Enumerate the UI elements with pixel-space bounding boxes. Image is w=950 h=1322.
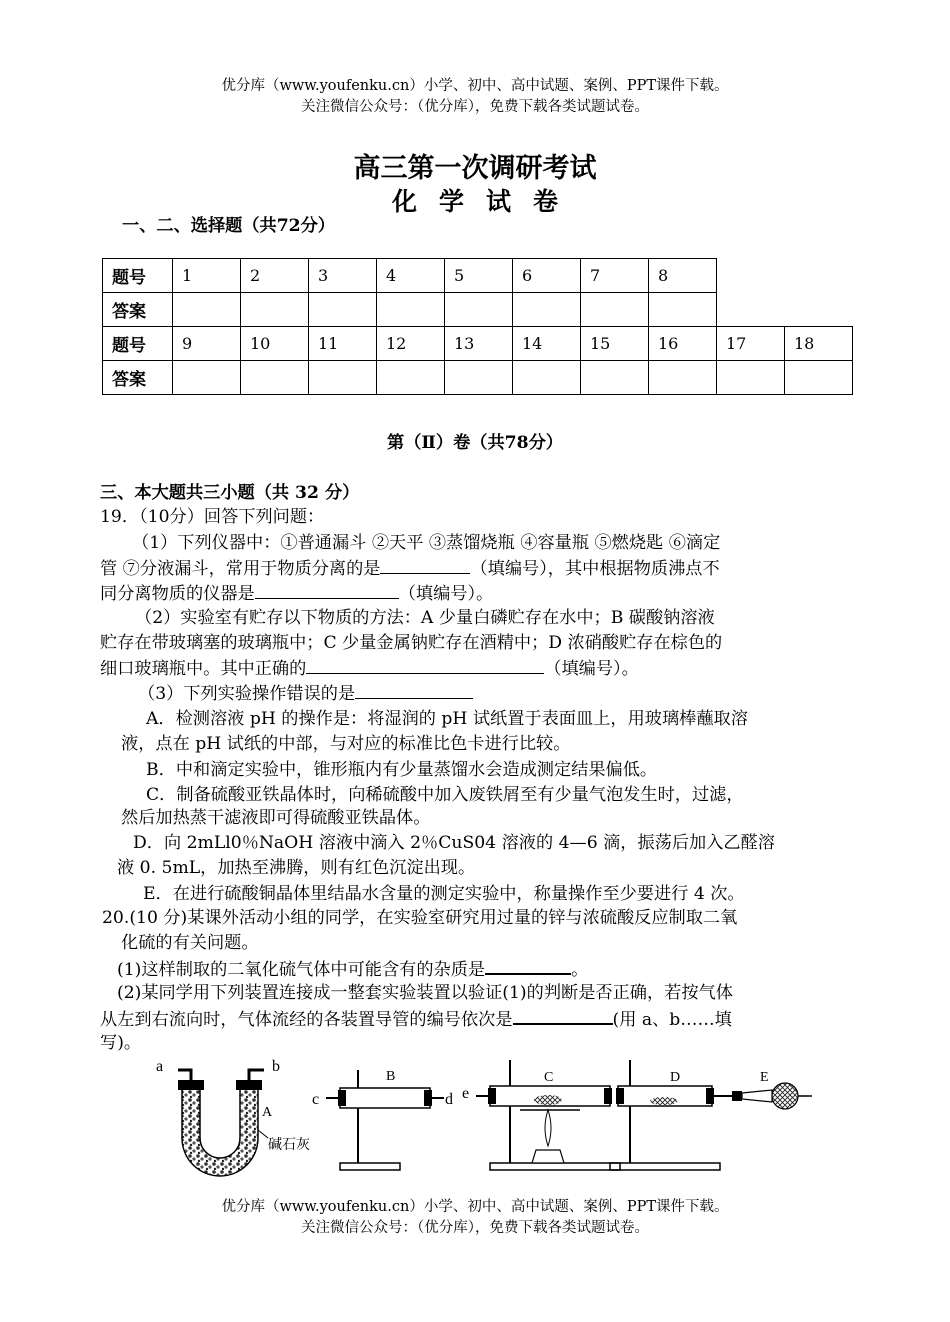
section1-heading: 一、二、选择题（共72分） — [122, 216, 335, 236]
answer-blank[interactable] — [513, 1005, 613, 1025]
q19-p2-text: （填编号）。 — [544, 659, 639, 679]
q20-line2: 化硫的有关问题。 — [121, 933, 259, 953]
question-number: 18 — [785, 327, 853, 361]
stopper-icon — [178, 1080, 204, 1090]
question-number: 9 — [173, 327, 241, 361]
q19-option-c-line1: C．制备硫酸亚铁晶体时，向稀硫酸中加入废铁屑至有少量气泡发生时，过滤， — [146, 785, 744, 805]
question-number: 11 — [309, 327, 377, 361]
q20-p2-line2 — [100, 1005, 732, 1033]
answer-cell[interactable] — [513, 293, 581, 327]
question-number: 7 — [581, 259, 649, 293]
answer-blank[interactable] — [380, 555, 470, 574]
header-line-2: 关注微信公众号：（优分库），免费下载各类试题试卷。 — [301, 99, 649, 115]
question-number: 8 — [649, 259, 717, 293]
label-c: c — [312, 1091, 320, 1108]
q20-p2-text: (用 a、b……填 — [612, 1010, 732, 1030]
exam-subtitle: 化学试卷 — [391, 187, 580, 216]
q19-p1-line1: （1）下列仪器中：①普通漏斗 ②天平 ③蒸馏烧瓶 ④容量瓶 ⑤燃烧匙 ⑥滴定 — [132, 533, 721, 553]
answer-cell[interactable] — [445, 293, 513, 327]
answer-cell[interactable] — [377, 361, 445, 395]
q19-p2-line3 — [100, 655, 639, 682]
q19-option-a-line2: 液，点在 pH 试纸的中部，与对应的标准比色卡进行比较。 — [121, 734, 571, 754]
q20-p1-text: 。 — [571, 960, 589, 980]
table-row — [103, 259, 853, 293]
answer-cell[interactable] — [309, 361, 377, 395]
question-number: 15 — [581, 327, 649, 361]
table-row — [103, 293, 853, 327]
q19-p1-text: （填编号）。 — [398, 584, 494, 604]
q19-option-e: E．在进行硫酸铜晶体里结晶水含量的测定实验中，称量操作至少要进行 4 次。 — [143, 884, 745, 904]
question-number: 5 — [445, 259, 513, 293]
table-row — [103, 361, 853, 395]
question-number: 2 — [241, 259, 309, 293]
label-apparatus-e: E — [760, 1070, 769, 1085]
answer-blank[interactable] — [355, 680, 473, 699]
label-b: b — [272, 1058, 280, 1075]
answer-cell[interactable] — [717, 361, 785, 395]
label-apparatus-a: A — [262, 1105, 273, 1120]
answer-table — [102, 258, 853, 395]
header-line-1: 优分库（www.youfenku.cn）小学、初中、高中试题、案例、PPT课件下载。 — [221, 78, 729, 94]
bulb-apparatus-e — [732, 1083, 812, 1109]
question-number: 16 — [649, 327, 717, 361]
question-number: 14 — [513, 327, 581, 361]
footer-line-1: 优分库（www.youfenku.cn）小学、初中、高中试题、案例、PPT课件下载。 — [221, 1199, 729, 1215]
answer-cell[interactable] — [581, 293, 649, 327]
question-number: 10 — [241, 327, 309, 361]
answer-blank[interactable] — [306, 655, 544, 674]
answer-cell[interactable] — [785, 361, 853, 395]
stopper-icon — [236, 1080, 262, 1090]
q19-p1-text: 管 ⑦分液漏斗，常用于物质分离的是 — [100, 559, 381, 579]
exam-title: 高三第一次调研考试 — [353, 153, 597, 184]
answer-blank[interactable] — [485, 955, 571, 975]
question-number: 4 — [377, 259, 445, 293]
q19-p3-text: （3）下列实验操作错误的是 — [138, 684, 356, 704]
footer-line-2: 关注微信公众号：（优分库），免费下载各类试题试卷。 — [301, 1220, 649, 1236]
q20-p2-line1: (2)某同学用下列装置连接成一整套实验装置以验证(1)的判断是否正确，若按气体 — [117, 983, 733, 1003]
section3-heading: 三、本大题共三小题（共 32 分） — [100, 483, 360, 503]
label-apparatus-d: D — [670, 1070, 681, 1085]
question-number: 12 — [377, 327, 445, 361]
row-label-number: 题号 — [103, 327, 173, 361]
part2-heading: 第（Ⅱ）卷（共78分） — [387, 433, 563, 453]
question-number: 3 — [309, 259, 377, 293]
answer-cell[interactable] — [173, 361, 241, 395]
q20-p2-text: 从左到右流向时，气体流经的各装置导管的编号依次是 — [100, 1010, 513, 1030]
q19-p1-text: 同分离物质的仪器是 — [100, 584, 255, 604]
q20-p1-text: (1)这样制取的二氧化硫气体中可能含有的杂质是 — [117, 960, 486, 980]
q19-option-d-line1: D．向 2mLl0％NaOH 溶液中滴入 2％CuS04 溶液的 4—6 滴，振荡后加入乙醛溶 — [133, 833, 775, 853]
label-e: e — [462, 1085, 470, 1102]
question-number: 1 — [173, 259, 241, 293]
answer-cell[interactable] — [309, 293, 377, 327]
answer-cell[interactable] — [445, 361, 513, 395]
answer-cell[interactable] — [513, 361, 581, 395]
q19-p2-line2: 贮存在带玻璃塞的玻璃瓶中；C 少量金属钠贮存在酒精中；D 浓硝酸贮存在棕色的 — [100, 633, 723, 653]
q20-p1 — [117, 955, 588, 983]
q19-p1-line2 — [100, 555, 720, 582]
answer-cell[interactable] — [649, 361, 717, 395]
table-spacer — [717, 293, 785, 327]
question-number: 13 — [445, 327, 513, 361]
q20-p2-line3: 写)。 — [100, 1033, 142, 1053]
answer-cell[interactable] — [377, 293, 445, 327]
flame-icon — [545, 1110, 551, 1146]
row-label-answer: 答案 — [103, 293, 173, 327]
q19-option-a-line1: A．检测溶液 pH 的操作是：将湿润的 pH 试纸置于表面皿上，用玻璃棒蘸取溶 — [146, 709, 748, 729]
row-label-number: 题号 — [103, 259, 173, 293]
q20-line1: 20.(10 分)某课外活动小组的同学，在实验室研究用过量的锌与浓硫酸反应制取二氧 — [102, 908, 738, 928]
q19-option-c-line2: 然后加热蒸干滤液即可得硫酸亚铁晶体。 — [121, 808, 431, 828]
drying-tube-apparatus-b — [326, 1070, 444, 1170]
table-row — [103, 327, 853, 361]
q19-p1-text: （填编号），其中根据物质沸点不 — [470, 559, 720, 579]
label-apparatus-b: B — [386, 1069, 396, 1084]
answer-cell[interactable] — [649, 293, 717, 327]
answer-blank[interactable] — [255, 580, 399, 599]
q19-p1-line3 — [100, 580, 493, 607]
u-tube-apparatus-a — [178, 1070, 268, 1176]
q19-p3 — [138, 680, 473, 707]
q19-option-b: B．中和滴定实验中，锥形瓶内有少量蒸馏水会造成测定结果偏低。 — [146, 760, 658, 780]
label-a: a — [156, 1058, 164, 1075]
q19-intro: 19．（10分）回答下列问题： — [100, 507, 325, 527]
q19-p2-text: 细口玻璃瓶中。其中正确的 — [100, 659, 307, 679]
answer-cell[interactable] — [241, 293, 309, 327]
question-number: 6 — [513, 259, 581, 293]
q19-p2-line1: （2）实验室有贮存以下物质的方法：A 少量白磷贮存在水中；B 碳酸钠溶液 — [135, 608, 715, 628]
answer-cell[interactable] — [173, 293, 241, 327]
row-label-answer: 答案 — [103, 361, 173, 395]
table-spacer — [717, 259, 785, 293]
table-spacer — [785, 259, 853, 293]
label-d: d — [445, 1091, 453, 1108]
burner-icon — [532, 1150, 564, 1163]
label-soda-lime: 碱石灰 — [268, 1138, 310, 1153]
apparatus-diagram — [140, 1050, 830, 1180]
table-spacer — [785, 293, 853, 327]
label-apparatus-c: C — [544, 1070, 554, 1085]
answer-cell[interactable] — [581, 361, 649, 395]
question-number: 17 — [717, 327, 785, 361]
q19-option-d-line2: 液 0. 5mL，加热至沸腾，则有红色沉淀出现。 — [117, 858, 476, 878]
answer-cell[interactable] — [241, 361, 309, 395]
